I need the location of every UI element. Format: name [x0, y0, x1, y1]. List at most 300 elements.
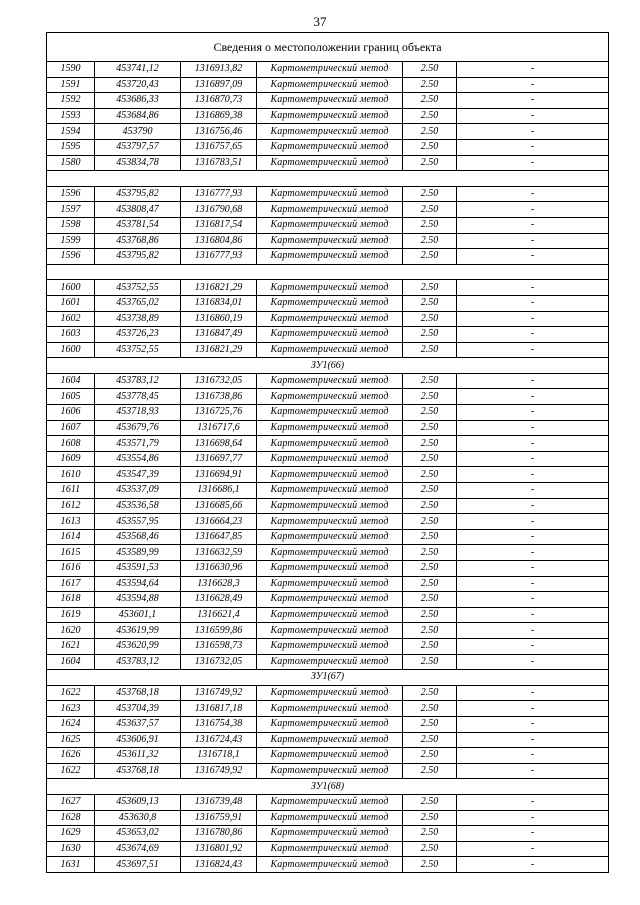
- x-coordinate-cell: 453768,18: [95, 685, 181, 701]
- y-coordinate-cell: 1316697,77: [181, 451, 257, 467]
- table-row: [47, 638, 609, 654]
- y-coordinate-cell: 1316694,91: [181, 467, 257, 483]
- y-coordinate-cell: 1316749,92: [181, 685, 257, 701]
- accuracy-cell: 2.50: [403, 389, 457, 405]
- x-coordinate-cell: 453536,58: [95, 498, 181, 514]
- method-cell: Картометрический метод: [257, 342, 403, 358]
- accuracy-cell: 2.50: [403, 93, 457, 109]
- extra-cell: -: [457, 685, 609, 701]
- x-coordinate-cell: 453601,1: [95, 607, 181, 623]
- accuracy-cell: 2.50: [403, 405, 457, 421]
- x-coordinate-cell: 453752,55: [95, 280, 181, 296]
- accuracy-cell: 2.50: [403, 233, 457, 249]
- point-number-cell: 1620: [47, 623, 95, 639]
- extra-cell: -: [457, 514, 609, 530]
- x-coordinate-cell: 453790: [95, 124, 181, 140]
- method-cell: Картометрический метод: [257, 295, 403, 311]
- method-cell: Картометрический метод: [257, 576, 403, 592]
- point-number-cell: 1630: [47, 841, 95, 857]
- x-coordinate-cell: 453571,79: [95, 436, 181, 452]
- table-row: [47, 77, 609, 93]
- y-coordinate-cell: 1316821,29: [181, 280, 257, 296]
- extra-cell: -: [457, 311, 609, 327]
- y-coordinate-cell: 1316621,4: [181, 607, 257, 623]
- extra-cell: -: [457, 124, 609, 140]
- x-coordinate-cell: 453637,57: [95, 716, 181, 732]
- extra-cell: -: [457, 93, 609, 109]
- accuracy-cell: 2.50: [403, 794, 457, 810]
- x-coordinate-cell: 453554,86: [95, 451, 181, 467]
- method-cell: Картометрический метод: [257, 186, 403, 202]
- table-row: [47, 467, 609, 483]
- table-row: [47, 701, 609, 717]
- x-coordinate-cell: 453591,53: [95, 561, 181, 577]
- extra-cell: -: [457, 857, 609, 873]
- method-cell: Картометрический метод: [257, 514, 403, 530]
- section-header-row: [47, 358, 609, 374]
- x-coordinate-cell: 453795,82: [95, 249, 181, 265]
- method-cell: Картометрический метод: [257, 592, 403, 608]
- point-number-cell: 1626: [47, 748, 95, 764]
- point-number-cell: 1614: [47, 529, 95, 545]
- table-row: [47, 748, 609, 764]
- point-number-cell: 1597: [47, 202, 95, 218]
- point-number-cell: 1596: [47, 186, 95, 202]
- table-row: [47, 561, 609, 577]
- accuracy-cell: 2.50: [403, 545, 457, 561]
- x-coordinate-cell: 453778,45: [95, 389, 181, 405]
- x-coordinate-cell: 453783,12: [95, 654, 181, 670]
- section-header-row: [47, 670, 609, 686]
- y-coordinate-cell: 1316821,29: [181, 342, 257, 358]
- table-row: [47, 342, 609, 358]
- y-coordinate-cell: 1316869,38: [181, 108, 257, 124]
- accuracy-cell: 2.50: [403, 311, 457, 327]
- y-coordinate-cell: 1316599,86: [181, 623, 257, 639]
- extra-cell: -: [457, 327, 609, 343]
- x-coordinate-cell: 453630,8: [95, 810, 181, 826]
- extra-cell: -: [457, 155, 609, 171]
- point-number-cell: 1629: [47, 826, 95, 842]
- accuracy-cell: 2.50: [403, 467, 457, 483]
- y-coordinate-cell: 1316834,01: [181, 295, 257, 311]
- extra-cell: -: [457, 280, 609, 296]
- point-number-cell: 1623: [47, 701, 95, 717]
- x-coordinate-cell: 453594,88: [95, 592, 181, 608]
- table-row: [47, 841, 609, 857]
- extra-cell: -: [457, 139, 609, 155]
- method-cell: Картометрический метод: [257, 280, 403, 296]
- accuracy-cell: 2.50: [403, 186, 457, 202]
- x-coordinate-cell: 453609,13: [95, 794, 181, 810]
- extra-cell: -: [457, 108, 609, 124]
- table-row: [47, 826, 609, 842]
- accuracy-cell: 2.50: [403, 342, 457, 358]
- extra-cell: -: [457, 295, 609, 311]
- y-coordinate-cell: 1316801,92: [181, 841, 257, 857]
- table-row: [47, 295, 609, 311]
- accuracy-cell: 2.50: [403, 373, 457, 389]
- method-cell: Картометрический метод: [257, 93, 403, 109]
- table-row: [47, 545, 609, 561]
- y-coordinate-cell: 1316718,1: [181, 748, 257, 764]
- point-number-cell: 1619: [47, 607, 95, 623]
- point-number-cell: 1611: [47, 483, 95, 499]
- x-coordinate-cell: 453547,39: [95, 467, 181, 483]
- extra-cell: -: [457, 389, 609, 405]
- table-title: Сведения о местоположении границ объекта: [47, 33, 609, 62]
- extra-cell: -: [457, 186, 609, 202]
- point-number-cell: 1616: [47, 561, 95, 577]
- extra-cell: -: [457, 826, 609, 842]
- method-cell: Картометрический метод: [257, 716, 403, 732]
- table-row: [47, 202, 609, 218]
- method-cell: Картометрический метод: [257, 249, 403, 265]
- table-row: [47, 623, 609, 639]
- y-coordinate-cell: 1316824,43: [181, 857, 257, 873]
- extra-cell: -: [457, 701, 609, 717]
- accuracy-cell: 2.50: [403, 701, 457, 717]
- accuracy-cell: 2.50: [403, 483, 457, 499]
- point-number-cell: 1591: [47, 77, 95, 93]
- accuracy-cell: 2.50: [403, 607, 457, 623]
- table-row: [47, 514, 609, 530]
- x-coordinate-cell: 453752,55: [95, 342, 181, 358]
- y-coordinate-cell: 1316913,82: [181, 62, 257, 78]
- section-header-row: [47, 171, 609, 187]
- y-coordinate-cell: 1316664,23: [181, 514, 257, 530]
- accuracy-cell: 2.50: [403, 514, 457, 530]
- x-coordinate-cell: 453697,51: [95, 857, 181, 873]
- method-cell: Картометрический метод: [257, 62, 403, 78]
- extra-cell: -: [457, 420, 609, 436]
- boundary-coordinates-table: [46, 32, 609, 873]
- y-coordinate-cell: 1316632,59: [181, 545, 257, 561]
- accuracy-cell: 2.50: [403, 748, 457, 764]
- x-coordinate-cell: 453620,99: [95, 638, 181, 654]
- point-number-cell: 1618: [47, 592, 95, 608]
- table-row: [47, 732, 609, 748]
- table-row: [47, 483, 609, 499]
- y-coordinate-cell: 1316817,18: [181, 701, 257, 717]
- table-row: [47, 654, 609, 670]
- x-coordinate-cell: 453619,99: [95, 623, 181, 639]
- accuracy-cell: 2.50: [403, 810, 457, 826]
- method-cell: Картометрический метод: [257, 108, 403, 124]
- accuracy-cell: 2.50: [403, 576, 457, 592]
- y-coordinate-cell: 1316628,49: [181, 592, 257, 608]
- accuracy-cell: 2.50: [403, 108, 457, 124]
- table-row: [47, 280, 609, 296]
- x-coordinate-cell: 453568,46: [95, 529, 181, 545]
- accuracy-cell: 2.50: [403, 592, 457, 608]
- point-number-cell: 1608: [47, 436, 95, 452]
- method-cell: Картометрический метод: [257, 732, 403, 748]
- table-row: [47, 139, 609, 155]
- y-coordinate-cell: 1316777,93: [181, 186, 257, 202]
- y-coordinate-cell: 1316738,86: [181, 389, 257, 405]
- point-number-cell: 1590: [47, 62, 95, 78]
- x-coordinate-cell: 453557,95: [95, 514, 181, 530]
- x-coordinate-cell: 453768,86: [95, 233, 181, 249]
- method-cell: Картометрический метод: [257, 327, 403, 343]
- table-row: [47, 763, 609, 779]
- x-coordinate-cell: 453738,89: [95, 311, 181, 327]
- point-number-cell: 1607: [47, 420, 95, 436]
- x-coordinate-cell: 453768,18: [95, 763, 181, 779]
- table-row: [47, 217, 609, 233]
- accuracy-cell: 2.50: [403, 763, 457, 779]
- point-number-cell: 1609: [47, 451, 95, 467]
- y-coordinate-cell: 1316717,6: [181, 420, 257, 436]
- x-coordinate-cell: 453704,39: [95, 701, 181, 717]
- section-label: ЗУ1(67): [47, 670, 609, 686]
- accuracy-cell: 2.50: [403, 841, 457, 857]
- extra-cell: -: [457, 638, 609, 654]
- y-coordinate-cell: 1316732,05: [181, 373, 257, 389]
- table-row: [47, 93, 609, 109]
- table-row: [47, 311, 609, 327]
- accuracy-cell: 2.50: [403, 638, 457, 654]
- method-cell: Картометрический метод: [257, 124, 403, 140]
- point-number-cell: 1622: [47, 685, 95, 701]
- accuracy-cell: 2.50: [403, 139, 457, 155]
- method-cell: Картометрический метод: [257, 467, 403, 483]
- y-coordinate-cell: 1316725,76: [181, 405, 257, 421]
- point-number-cell: 1628: [47, 810, 95, 826]
- section-label: [47, 171, 609, 187]
- point-number-cell: 1600: [47, 280, 95, 296]
- extra-cell: -: [457, 202, 609, 218]
- method-cell: Картометрический метод: [257, 638, 403, 654]
- extra-cell: -: [457, 62, 609, 78]
- extra-cell: -: [457, 748, 609, 764]
- table-row: [47, 716, 609, 732]
- point-number-cell: 1615: [47, 545, 95, 561]
- point-number-cell: 1606: [47, 405, 95, 421]
- method-cell: Картометрический метод: [257, 685, 403, 701]
- method-cell: Картометрический метод: [257, 77, 403, 93]
- y-coordinate-cell: 1316598,73: [181, 638, 257, 654]
- accuracy-cell: 2.50: [403, 249, 457, 265]
- extra-cell: -: [457, 841, 609, 857]
- accuracy-cell: 2.50: [403, 420, 457, 436]
- method-cell: Картометрический метод: [257, 623, 403, 639]
- table-row: [47, 405, 609, 421]
- table-row: [47, 607, 609, 623]
- extra-cell: -: [457, 592, 609, 608]
- method-cell: Картометрический метод: [257, 857, 403, 873]
- y-coordinate-cell: 1316817,54: [181, 217, 257, 233]
- point-number-cell: 1601: [47, 295, 95, 311]
- table-row: [47, 108, 609, 124]
- extra-cell: -: [457, 451, 609, 467]
- accuracy-cell: 2.50: [403, 716, 457, 732]
- accuracy-cell: 2.50: [403, 295, 457, 311]
- point-number-cell: 1600: [47, 342, 95, 358]
- extra-cell: -: [457, 467, 609, 483]
- table-row: [47, 451, 609, 467]
- method-cell: Картометрический метод: [257, 405, 403, 421]
- x-coordinate-cell: 453781,54: [95, 217, 181, 233]
- point-number-cell: 1594: [47, 124, 95, 140]
- accuracy-cell: 2.50: [403, 327, 457, 343]
- y-coordinate-cell: 1316698,64: [181, 436, 257, 452]
- y-coordinate-cell: 1316780,86: [181, 826, 257, 842]
- table-row: [47, 155, 609, 171]
- page-number: 37: [313, 14, 327, 29]
- accuracy-cell: 2.50: [403, 202, 457, 218]
- y-coordinate-cell: 1316628,3: [181, 576, 257, 592]
- method-cell: Картометрический метод: [257, 607, 403, 623]
- x-coordinate-cell: 453726,23: [95, 327, 181, 343]
- table-title-row: [47, 33, 609, 62]
- accuracy-cell: 2.50: [403, 280, 457, 296]
- point-number-cell: 1621: [47, 638, 95, 654]
- point-number-cell: 1604: [47, 654, 95, 670]
- method-cell: Картометрический метод: [257, 202, 403, 218]
- x-coordinate-cell: 453537,09: [95, 483, 181, 499]
- y-coordinate-cell: 1316685,66: [181, 498, 257, 514]
- point-number-cell: 1592: [47, 93, 95, 109]
- extra-cell: -: [457, 233, 609, 249]
- extra-cell: -: [457, 373, 609, 389]
- extra-cell: -: [457, 77, 609, 93]
- table-row: [47, 373, 609, 389]
- table-row: [47, 249, 609, 265]
- method-cell: Картометрический метод: [257, 483, 403, 499]
- method-cell: Картометрический метод: [257, 373, 403, 389]
- accuracy-cell: 2.50: [403, 62, 457, 78]
- method-cell: Картометрический метод: [257, 139, 403, 155]
- x-coordinate-cell: 453684,86: [95, 108, 181, 124]
- y-coordinate-cell: 1316630,96: [181, 561, 257, 577]
- point-number-cell: 1602: [47, 311, 95, 327]
- method-cell: Картометрический метод: [257, 498, 403, 514]
- method-cell: Картометрический метод: [257, 529, 403, 545]
- section-header-row: [47, 264, 609, 280]
- table-row: [47, 124, 609, 140]
- method-cell: Картометрический метод: [257, 841, 403, 857]
- accuracy-cell: 2.50: [403, 623, 457, 639]
- table-row: [47, 389, 609, 405]
- section-label: ЗУ1(66): [47, 358, 609, 374]
- point-number-cell: 1596: [47, 249, 95, 265]
- y-coordinate-cell: 1316783,51: [181, 155, 257, 171]
- method-cell: Картометрический метод: [257, 451, 403, 467]
- extra-cell: -: [457, 716, 609, 732]
- y-coordinate-cell: 1316870,73: [181, 93, 257, 109]
- point-number-cell: 1627: [47, 794, 95, 810]
- y-coordinate-cell: 1316759,91: [181, 810, 257, 826]
- y-coordinate-cell: 1316777,93: [181, 249, 257, 265]
- y-coordinate-cell: 1316749,92: [181, 763, 257, 779]
- point-number-cell: 1617: [47, 576, 95, 592]
- method-cell: Картометрический метод: [257, 311, 403, 327]
- extra-cell: -: [457, 810, 609, 826]
- table-row: [47, 576, 609, 592]
- accuracy-cell: 2.50: [403, 529, 457, 545]
- y-coordinate-cell: 1316804,86: [181, 233, 257, 249]
- point-number-cell: 1622: [47, 763, 95, 779]
- point-number-cell: 1610: [47, 467, 95, 483]
- method-cell: Картометрический метод: [257, 826, 403, 842]
- accuracy-cell: 2.50: [403, 124, 457, 140]
- y-coordinate-cell: 1316732,05: [181, 654, 257, 670]
- accuracy-cell: 2.50: [403, 561, 457, 577]
- extra-cell: -: [457, 607, 609, 623]
- accuracy-cell: 2.50: [403, 857, 457, 873]
- method-cell: Картометрический метод: [257, 420, 403, 436]
- table-row: [47, 233, 609, 249]
- section-label: ЗУ1(68): [47, 779, 609, 795]
- extra-cell: -: [457, 794, 609, 810]
- y-coordinate-cell: 1316724,43: [181, 732, 257, 748]
- x-coordinate-cell: 453741,12: [95, 62, 181, 78]
- section-header-row: [47, 779, 609, 795]
- table-row: [47, 794, 609, 810]
- y-coordinate-cell: 1316860,19: [181, 311, 257, 327]
- point-number-cell: 1580: [47, 155, 95, 171]
- extra-cell: -: [457, 217, 609, 233]
- table-row: [47, 810, 609, 826]
- point-number-cell: 1625: [47, 732, 95, 748]
- extra-cell: -: [457, 545, 609, 561]
- point-number-cell: 1603: [47, 327, 95, 343]
- point-number-cell: 1612: [47, 498, 95, 514]
- accuracy-cell: 2.50: [403, 826, 457, 842]
- accuracy-cell: 2.50: [403, 436, 457, 452]
- table-row: [47, 62, 609, 78]
- accuracy-cell: 2.50: [403, 498, 457, 514]
- method-cell: Картометрический метод: [257, 561, 403, 577]
- x-coordinate-cell: 453674,69: [95, 841, 181, 857]
- table-row: [47, 498, 609, 514]
- accuracy-cell: 2.50: [403, 685, 457, 701]
- y-coordinate-cell: 1316754,38: [181, 716, 257, 732]
- y-coordinate-cell: 1316757,65: [181, 139, 257, 155]
- accuracy-cell: 2.50: [403, 217, 457, 233]
- accuracy-cell: 2.50: [403, 155, 457, 171]
- x-coordinate-cell: 453720,43: [95, 77, 181, 93]
- method-cell: Картометрический метод: [257, 748, 403, 764]
- x-coordinate-cell: 453594,64: [95, 576, 181, 592]
- point-number-cell: 1595: [47, 139, 95, 155]
- accuracy-cell: 2.50: [403, 451, 457, 467]
- table-row: [47, 685, 609, 701]
- extra-cell: -: [457, 623, 609, 639]
- accuracy-cell: 2.50: [403, 77, 457, 93]
- y-coordinate-cell: 1316686,1: [181, 483, 257, 499]
- y-coordinate-cell: 1316847,49: [181, 327, 257, 343]
- accuracy-cell: 2.50: [403, 654, 457, 670]
- method-cell: Картометрический метод: [257, 217, 403, 233]
- x-coordinate-cell: 453797,57: [95, 139, 181, 155]
- point-number-cell: 1613: [47, 514, 95, 530]
- method-cell: Картометрический метод: [257, 701, 403, 717]
- x-coordinate-cell: 453606,91: [95, 732, 181, 748]
- table-row: [47, 529, 609, 545]
- x-coordinate-cell: 453611,32: [95, 748, 181, 764]
- extra-cell: -: [457, 654, 609, 670]
- accuracy-cell: 2.50: [403, 732, 457, 748]
- method-cell: Картометрический метод: [257, 810, 403, 826]
- extra-cell: -: [457, 576, 609, 592]
- x-coordinate-cell: 453653,02: [95, 826, 181, 842]
- extra-cell: -: [457, 249, 609, 265]
- method-cell: Картометрический метод: [257, 545, 403, 561]
- table-row: [47, 420, 609, 436]
